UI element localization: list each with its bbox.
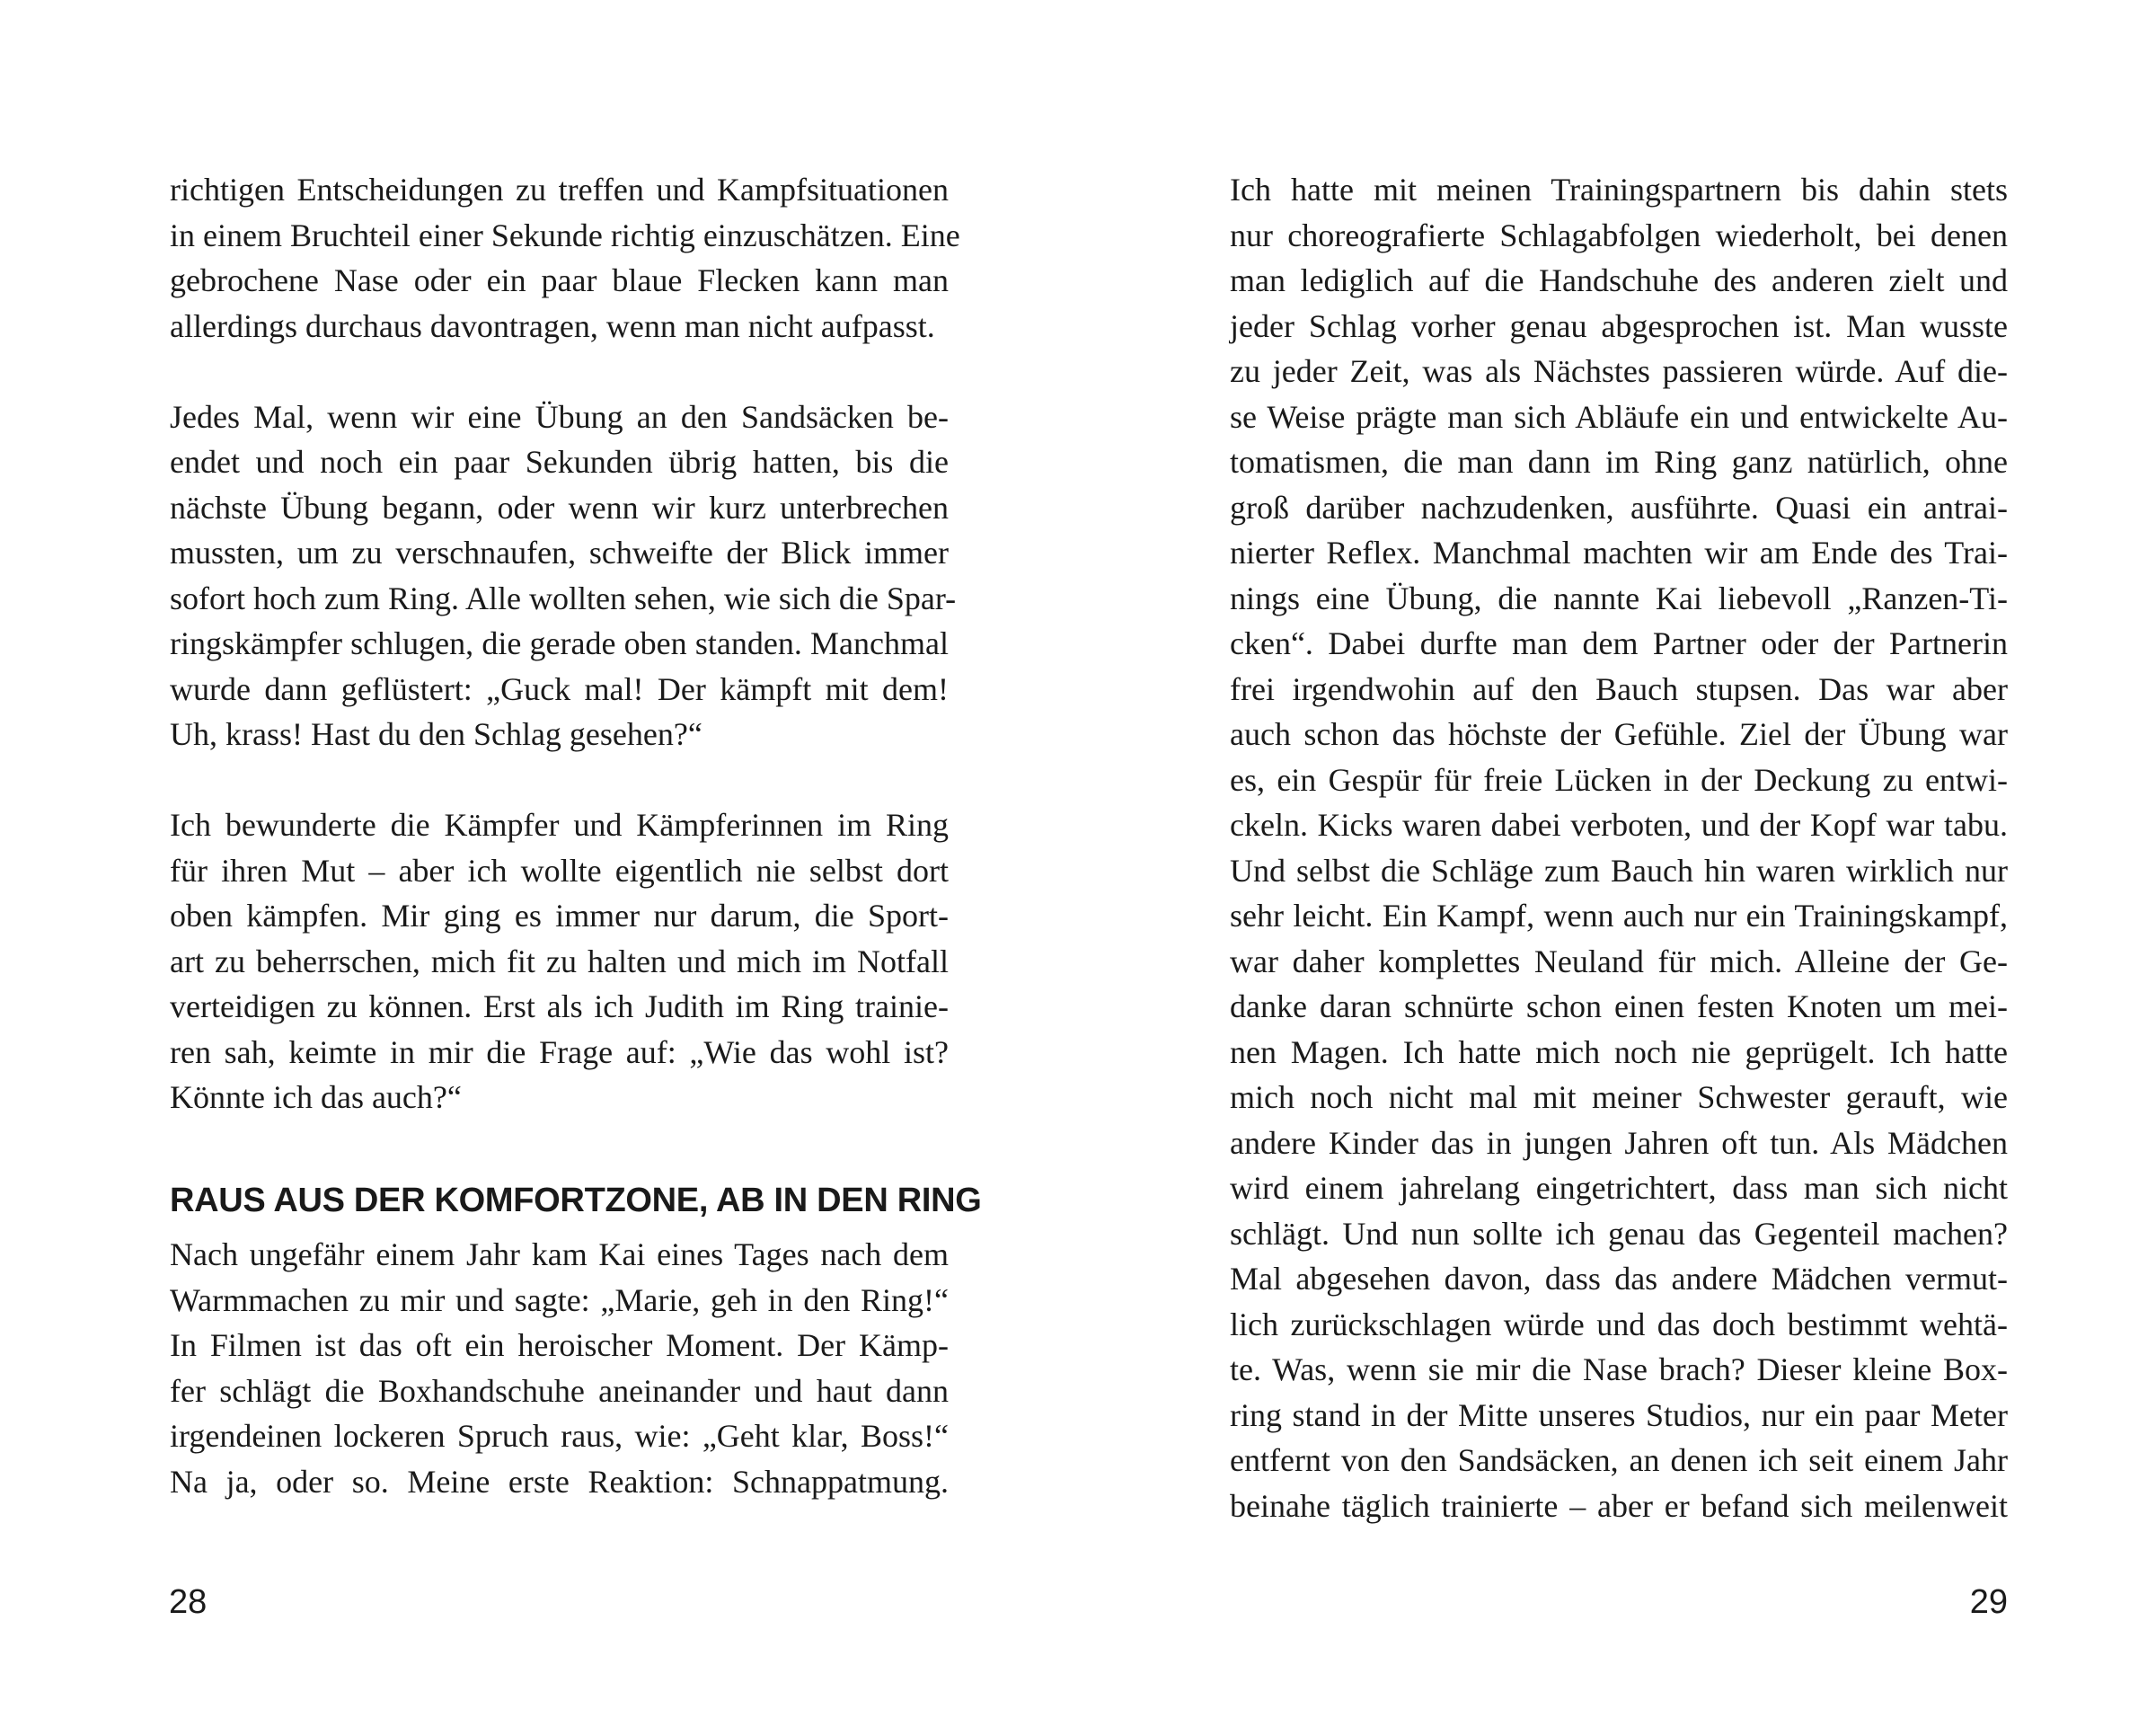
paragraph bbox=[1230, 167, 2008, 1528]
text-line: se Weise prägte man sich Abläufe ein und entwickelte Au- bbox=[1230, 398, 2008, 435]
page-number: 28 bbox=[169, 1583, 208, 1621]
paragraph bbox=[170, 1232, 949, 1504]
text-line: fer schlägt die Boxhandschuhe aneinander und haut dann bbox=[170, 1372, 949, 1409]
paragraph bbox=[170, 802, 949, 1120]
text-line: nen Magen. Ich hatte mich noch nie geprügelt. Ich hatte bbox=[1230, 1033, 2008, 1070]
text-line: gebrochene Nase oder ein paar blaue Flecken kann man bbox=[170, 262, 949, 298]
text-line: Na ja, oder so. Meine erste Reaktion: Schnappatmung. bbox=[170, 1463, 949, 1500]
text-line: danke daran schnürte schon einen festen Knoten um mei- bbox=[1230, 988, 2008, 1024]
text-line: ring stand in der Mitte unseres Studios, nur ein paar Meter bbox=[1230, 1396, 2008, 1433]
text-line: allerdings durchaus davontragen, wenn man nicht aufpasst. bbox=[170, 307, 935, 344]
paragraph bbox=[170, 394, 957, 757]
paragraph bbox=[170, 167, 960, 349]
text-line: cken“. Dabei durfte man dem Partner oder der Partnerin bbox=[1230, 625, 2008, 661]
text-line: Warmmachen zu mir und sagte: „Marie, geh in den Ring!“ bbox=[170, 1281, 949, 1318]
text-line: Ich bewunderte die Kämpfer und Kämpferinnen im Ring bbox=[170, 807, 949, 843]
page-number: 29 bbox=[1969, 1583, 2008, 1621]
text-line: nierter Reflex. Manchmal machten wir am Ende des Trai- bbox=[1230, 535, 2008, 571]
section-heading: RAUS AUS DER KOMFORTZONE, AB IN DEN RING bbox=[170, 1181, 982, 1219]
text-line: mich noch nicht mal mit meiner Schwester gerauft, wie bbox=[1230, 1079, 2008, 1115]
text-line: zu jeder Zeit, was als Nächstes passieren würde. Auf die- bbox=[1230, 353, 2008, 389]
text-line: oben kämpfen. Mir ging es immer nur darum, die Sport- bbox=[170, 898, 949, 934]
text-line: nächste Übung begann, oder wenn wir kurz unterbrechen bbox=[170, 489, 949, 526]
text-line: war daher komplettes Neuland für mich. Alleine der Ge- bbox=[1230, 943, 2008, 979]
text-line: Ich hatte mit meinen Trainingspartnern bis dahin stets bbox=[1230, 172, 2008, 208]
text-line: endet und noch ein paar Sekunden übrig hatten, bis die bbox=[170, 444, 949, 480]
text-line: man lediglich auf die Handschuhe des anderen zielt und bbox=[1230, 262, 2008, 298]
text-line: schlägt. Und nun sollte ich genau das Gegenteil machen? bbox=[1230, 1215, 2008, 1252]
text-line: wurde dann geflüstert: „Guck mal! Der kämpft mit dem! bbox=[170, 670, 949, 707]
text-line: lich zurückschlagen würde und das doch bestimmt wehtä- bbox=[1230, 1306, 2008, 1342]
text-line: groß darüber nachzudenken, ausführte. Quasi ein antrai- bbox=[1230, 489, 2008, 526]
text-line: nings eine Übung, die nannte Kai liebevoll „Ranzen-Ti- bbox=[1230, 580, 2008, 616]
text-line: Nach ungefähr einem Jahr kam Kai eines Tages nach dem bbox=[170, 1236, 949, 1272]
text-line: in einem Bruchteil einer Sekunde richtig einzuschätzen. Eine bbox=[170, 217, 960, 253]
text-line: tomatismen, die man dann im Ring ganz natürlich, ohne bbox=[1230, 444, 2008, 480]
text-line: wird einem jahrelang eingetrichtert, dass man sich nicht bbox=[1230, 1170, 2008, 1206]
text-line: Jedes Mal, wenn wir eine Übung an den Sandsäcken be- bbox=[170, 398, 949, 435]
text-line: In Filmen ist das oft ein heroischer Moment. Der Kämp- bbox=[170, 1327, 949, 1363]
text-line: verteidigen zu können. Erst als ich Judith im Ring trainie- bbox=[170, 988, 949, 1024]
text-line: ckeln. Kicks waren dabei verboten, und der Kopf war tabu. bbox=[1230, 807, 2008, 843]
text-line: Uh, krass! Hast du den Schlag gesehen?“ bbox=[170, 716, 702, 752]
text-line: Könnte ich das auch?“ bbox=[170, 1079, 462, 1115]
text-line: auch schon das höchste der Gefühle. Ziel der Übung war bbox=[1230, 716, 2008, 752]
right-page bbox=[1078, 0, 2156, 1718]
text-line: richtigen Entscheidungen zu treffen und Kampfsituationen bbox=[170, 172, 949, 208]
text-line: Mal abgesehen davon, dass das andere Mädchen vermut- bbox=[1230, 1261, 2008, 1297]
text-line: frei irgendwohin auf den Bauch stupsen. Das war aber bbox=[1230, 670, 2008, 707]
right-page-body bbox=[1230, 167, 2008, 1528]
text-line: irgendeinen lockeren Spruch raus, wie: „Geht klar, Boss!“ bbox=[170, 1418, 949, 1454]
text-line: beinahe täglich trainierte – aber er befand sich meilenweit bbox=[1230, 1487, 2008, 1524]
text-line: jeder Schlag vorher genau abgesprochen ist. Man wusste bbox=[1230, 307, 2008, 344]
text-line: ringskämpfer schlugen, die gerade oben standen. Manchmal bbox=[170, 625, 949, 661]
text-line: te. Was, wenn sie mir die Nase brach? Dieser kleine Box- bbox=[1230, 1351, 2008, 1387]
text-line: nur choreografierte Schlagabfolgen wiederholt, bei denen bbox=[1230, 217, 2008, 253]
text-line: sofort hoch zum Ring. Alle wollten sehen, wie sich die Spar- bbox=[170, 580, 957, 616]
text-line: entfernt von den Sandsäcken, an denen ich seit einem Jahr bbox=[1230, 1442, 2008, 1478]
text-line: es, ein Gespür für freie Lücken in der Deckung zu entwi- bbox=[1230, 761, 2008, 798]
text-line: für ihren Mut – aber ich wollte eigentlich nie selbst dort bbox=[170, 852, 949, 889]
text-line: sehr leicht. Ein Kampf, wenn auch nur ein Trainingskampf, bbox=[1230, 898, 2008, 934]
text-line: art zu beherrschen, mich fit zu halten und mich im Notfall bbox=[170, 943, 949, 979]
text-line: Und selbst die Schläge zum Bauch hin waren wirklich nur bbox=[1230, 852, 2008, 889]
text-line: mussten, um zu verschnaufen, schweifte der Blick immer bbox=[170, 535, 949, 571]
text-line: ren sah, keimte in mir die Frage auf: „Wie das wohl ist? bbox=[170, 1033, 949, 1070]
left-page-body bbox=[170, 167, 982, 1504]
text-line: andere Kinder das in jungen Jahren oft tun. Als Mädchen bbox=[1230, 1124, 2008, 1161]
